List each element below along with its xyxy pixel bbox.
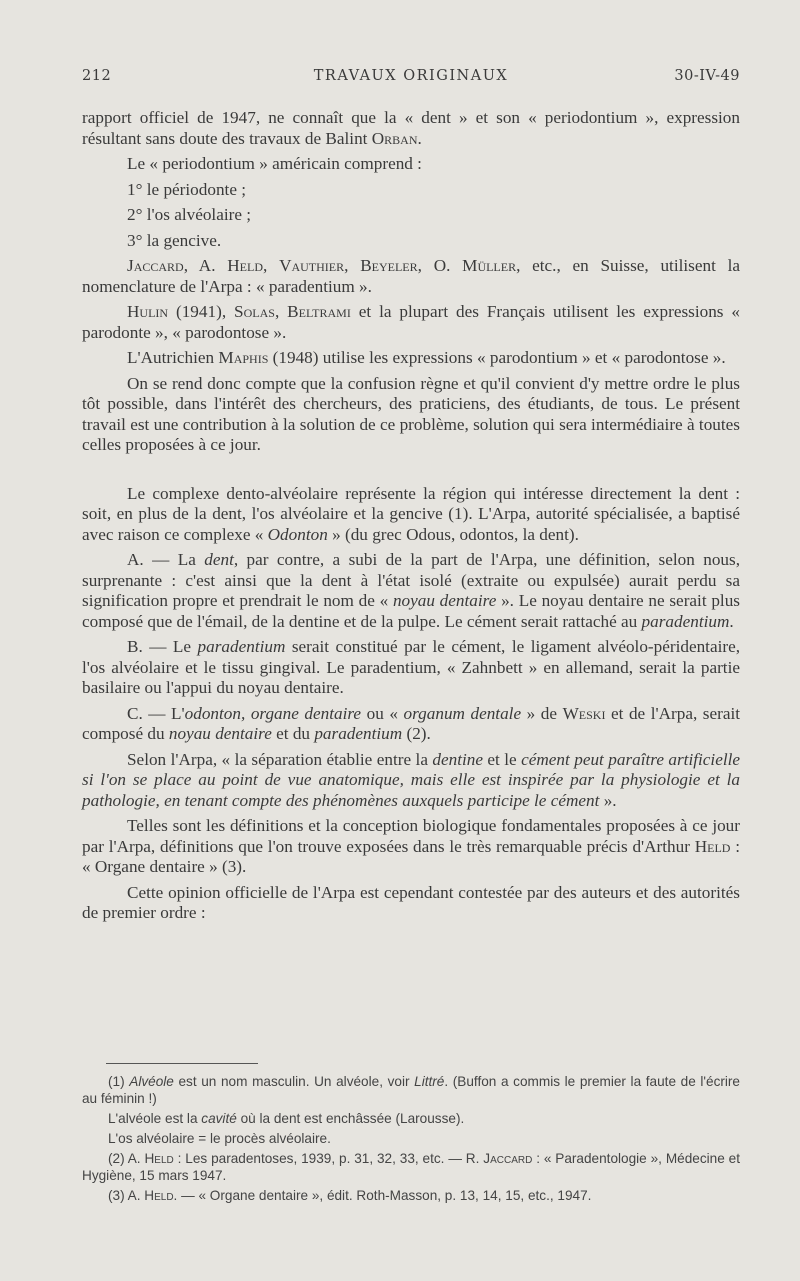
list-item: 2° l'os alvéolaire ;: [127, 205, 252, 224]
footnote: (3) A. Held. — « Organe dentaire », édit. Roth-Masson, p. 13, 14, 15, etc., 1947.: [108, 1188, 592, 1203]
footnote: L'alvéole est la cavité où la dent est enchâssée (Larousse).: [108, 1111, 465, 1126]
page-number: 212: [82, 68, 112, 84]
paragraph: C. — L'odonton, organe dentaire ou « organum dentale » de Weski et de l'Arpa, serait composé du noyau dentaire et du paradentium (2).: [82, 703, 741, 743]
paragraph: Selon l'Arpa, « la séparation établie entre la dentine et le cément peut paraître artificielle si l'on se place au point de vue anatomique, mais elle est inspirée par la physiologie et la pathologie, en tenant compte des phénomènes auxquels participe le cément ».: [82, 749, 740, 810]
paragraph: rapport officiel de 1947, ne connaît que la « dent » et son « periodontium », expression résultant sans doute des travaux de Balint Orban.: [82, 108, 740, 148]
list-item: 3° la gencive.: [127, 230, 222, 250]
footnote: (1) Alvéole est un nom masculin. Un alvéole, voir Littré. (Buffon a commis le premier la faute de l'écrire au féminin !): [82, 1074, 740, 1106]
running-title: TRAVAUX ORIGINAUX: [313, 68, 509, 84]
paragraph: Cette opinion officielle de l'Arpa est cependant contestée par des auteurs et des autorités de premier ordre :: [82, 882, 740, 922]
paragraph: Jaccard, A. Held, Vauthier, Beyeler, O. Müller, etc., en Suisse, utilisent la nomenclature de l'Arpa : « paradentium ».: [82, 256, 740, 296]
main-text: [82, 108, 740, 929]
paragraph: Le « periodontium » américain comprend :: [127, 154, 422, 173]
footnote: (2) A. Held : Les paradentoses, 1939, p. 31, 32, 33, etc. — R. Jaccard : « Paradentologie », Médecine et Hygiène, 15 mars 1947.: [82, 1151, 740, 1183]
paragraph: On se rend donc compte que la confusion règne et qu'il convient d'y mettre ordre le plus tôt possible, dans l'intérêt des chercheurs, des praticiens, des étudiants, de tous. Le présent travail est une contribution à la solution de ce problème, solution qui sera intermédiaire à toutes celles proposées à ce jour.: [82, 373, 740, 454]
footnotes: [82, 1073, 740, 1207]
footnote-separator: [106, 1063, 258, 1064]
paragraph: Telles sont les définitions et la conception biologique fondamentales proposées à ce jour par l'Arpa, définitions que l'on trouve exposées dans le très remarquable précis d'Arthur Held : « Organe dentaire » (3).: [82, 816, 740, 876]
list-item: 1° le périodonte ;: [127, 179, 247, 199]
header-date: 30-IV-49: [674, 68, 740, 84]
running-header: [82, 68, 740, 92]
footnote: L'os alvéolaire = le procès alvéolaire.: [108, 1131, 331, 1146]
paragraph: L'Autrichien Maphis (1948) utilise les expressions « parodontium » et « parodontose ».: [127, 348, 726, 367]
paragraph: Le complexe dento-alvéolaire représente la région qui intéresse directement la dent : soit, en plus de la dent, l'os alvéolaire et la gencive (1). L'Arpa, autorité spécialisée, a baptisé avec raison ce complexe « Odonton » (du grec Odous, odontos, la dent).: [82, 483, 740, 544]
paragraph: Hulin (1941), Solas, Beltrami et la plupart des Français utilisent les expressions « parodonte », « parodontose ».: [82, 302, 740, 342]
paragraph: B. — Le paradentium serait constitué par le cément, le ligament alvéolo-péridentaire, l'os alvéolaire et le tissu gingival. Le paradentium, « Zahnbett » en allemand, serait la partie basilaire ou l'appui du noyau dentaire.: [82, 637, 741, 697]
paragraph: A. — La dent, par contre, a subi de la part de l'Arpa, une définition, selon nous, surprenante : c'est ainsi que la dent à l'état isolé (extraite ou expulsée) aurait perdu sa signification propre et prendrait le nom de « noyau dentaire ». Le noyau dentaire ne serait plus composé que de l'émail, de la dentine et de la pulpe. Le cément serait rattaché au paradentium.: [82, 550, 740, 631]
